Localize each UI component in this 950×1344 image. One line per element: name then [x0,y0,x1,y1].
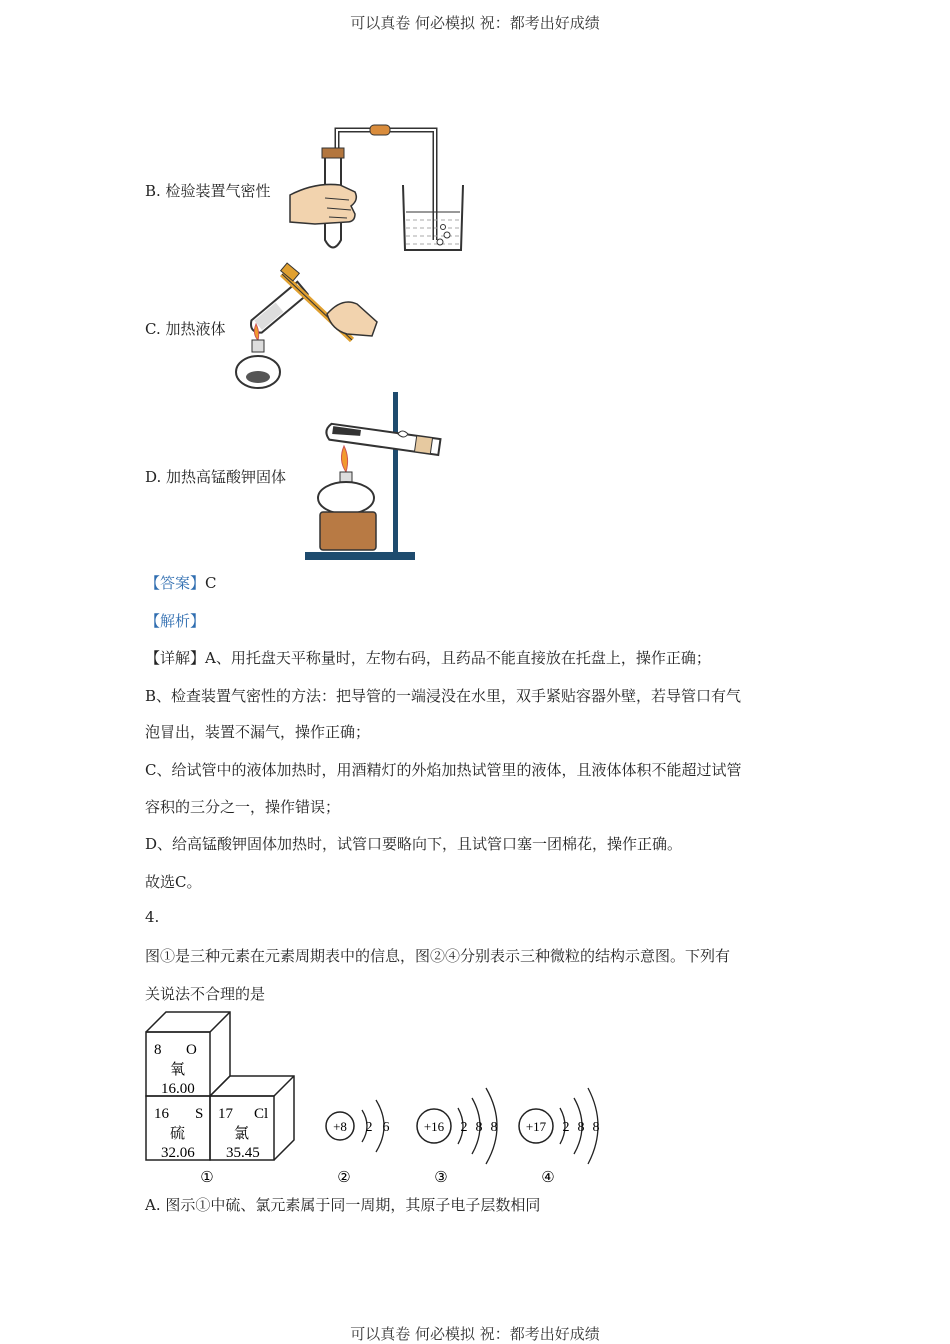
option-c: C. 加热液体 [145,320,226,338]
heating-liquid-illustration [232,262,382,392]
nucleus-label: +16 [423,1119,445,1134]
airtightness-test-illustration [285,120,470,260]
analysis-tag: 【解析】 [145,612,206,630]
cl-symbol: Cl [254,1106,269,1122]
detail-line-7: 故选C。 [145,873,202,891]
electron-count: 2 [460,1120,468,1135]
option-a: A. 图示①中硫、氯元素属于同一周期，其原子电子层数相同 [145,1196,541,1214]
element-figure [140,1008,610,1188]
answer-value: C [205,574,217,592]
electron-count: 8 [490,1120,498,1135]
detail-line-6: D、给高锰酸钾固体加热时，试管口要略向下，且试管口塞一团棉花，操作正确。 [145,835,683,853]
question-number: 4. [145,908,160,926]
nucleus-label: +8 [333,1119,347,1134]
detail-tag: 【详解】 [145,649,206,667]
answer-tag: 【答案】 [145,574,206,592]
question-stem-1: 图①是三种元素在元素周期表中的信息，图②④分别表示三种微粒的结构示意图。下列有 [145,947,731,965]
question-stem-2: 关说法不合理的是 [145,985,266,1003]
figure-label-3: ③ [434,1170,448,1186]
atom-structure-4 [519,1088,600,1164]
electron-count: 2 [562,1120,570,1135]
atom-structure-2 [326,1100,390,1152]
answer-line [145,572,217,593]
detail-line-5: 容积的三分之一，操作错误； [145,798,341,816]
detail-line-3: 泡冒出，装置不漏气，操作正确； [145,723,371,741]
figure-label-2: ② [337,1170,351,1186]
page-footer: 可以真卷 何必模拟 祝：都考出好成绩 [350,1325,600,1343]
page-header: 可以真卷 何必模拟 祝：都考出好成绩 [350,14,600,32]
s-number: 16 [154,1106,169,1122]
o-mass: 16.00 [161,1081,195,1097]
cl-mass: 35.45 [226,1145,260,1161]
detail-line-2: B、检查装置气密性的方法：把导管的一端浸没在水里，双手紧贴容器外壁，若导管口有气 [145,687,742,705]
electron-count: 6 [382,1120,390,1135]
heating-kmno4-illustration [300,390,450,565]
option-d: D. 加热高锰酸钾固体 [145,468,287,486]
o-number: 8 [154,1042,162,1058]
detail-text-a: A、用托盘天平称量时，左物右码，且药品不能直接放在托盘上，操作正确； [205,649,711,667]
figure-label-1: ① [200,1170,214,1186]
electron-count: 8 [475,1120,483,1135]
electron-count: 8 [577,1120,585,1135]
detail-line-1 [145,647,711,668]
s-symbol: S [195,1106,204,1122]
atom-structure-3 [417,1088,498,1164]
electron-count: 2 [365,1120,373,1135]
cl-name: 氯 [234,1126,250,1142]
s-name: 硫 [170,1126,186,1142]
electron-count: 8 [592,1120,600,1135]
s-mass: 32.06 [161,1145,195,1161]
cl-number: 17 [218,1106,233,1122]
option-b: B. 检验装置气密性 [145,182,271,200]
o-symbol: O [186,1042,197,1058]
detail-line-4: C、给试管中的液体加热时，用酒精灯的外焰加热试管里的液体，且液体体积不能超过试管 [145,761,742,779]
nucleus-label: +17 [525,1119,547,1134]
figure-label-4: ④ [541,1170,555,1186]
o-name: 氧 [170,1062,186,1078]
